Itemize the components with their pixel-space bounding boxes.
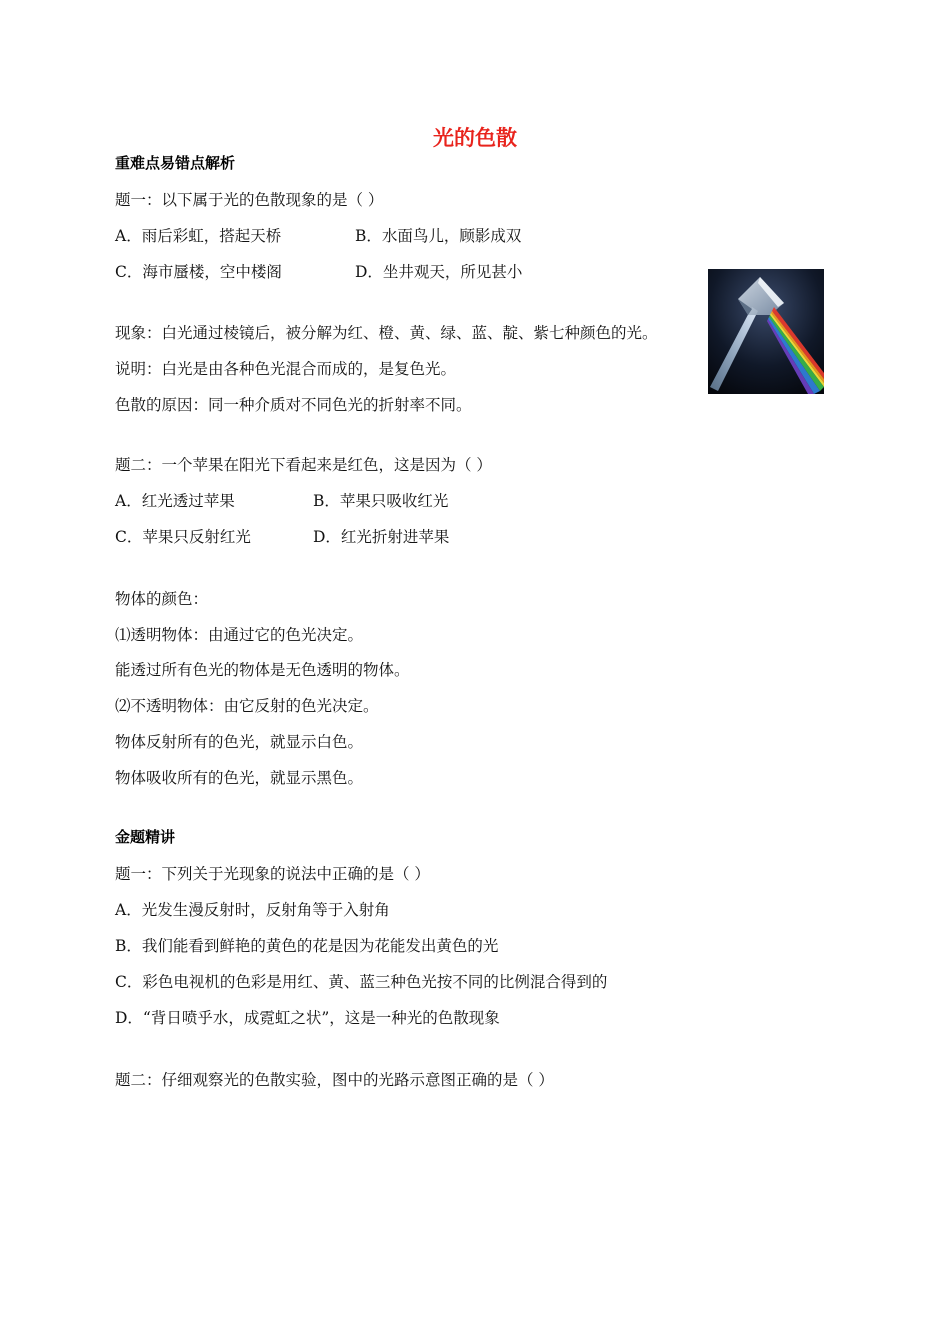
gold-question-2-stem: 题二：仔细观察光的色散实验，图中的光路示意图正确的是（ ）	[115, 1071, 554, 1089]
gold-question-1-option-b: B．我们能看到鲜艳的黄色的花是因为花能发出黄色的光	[115, 937, 499, 955]
note-transparent: ⑴透明物体：由通过它的色光决定。	[115, 626, 364, 644]
section-heading-key-points: 重难点易错点解析	[115, 154, 236, 172]
question-1-option-a: A．雨后彩虹，搭起天桥	[115, 227, 282, 245]
page-title: 光的色散	[433, 126, 517, 150]
note-opaque: ⑵不透明物体：由它反射的色光决定。	[115, 697, 379, 715]
prism-dispersion-image	[708, 269, 824, 394]
question-2-option-d: D．红光折射进苹果	[313, 528, 450, 546]
question-2-option-b: B．苹果只吸收红光	[313, 492, 449, 510]
question-1-option-d: D．坐井观天，所见甚小	[355, 263, 523, 281]
section-heading-gold-questions: 金题精讲	[115, 828, 176, 846]
note-transparent-detail: 能透过所有色光的物体是无色透明的物体。	[115, 661, 410, 679]
note-object-color-title: 物体的颜色：	[115, 590, 209, 608]
note-phenomenon: 现象：白光通过棱镜后，被分解为红、橙、黄、绿、蓝、靛、紫七种颜色的光。	[115, 324, 658, 342]
note-cause: 色散的原因：同一种介质对不同色光的折射率不同。	[115, 396, 472, 414]
note-explanation: 说明：白光是由各种色光混合而成的，是复色光。	[115, 360, 457, 378]
question-2-option-a: A．红光透过苹果	[115, 492, 235, 510]
gold-question-1-option-d: D．“背日喷乎水，成霓虹之状”，这是一种光的色散现象	[115, 1009, 500, 1027]
question-1-option-b: B．水面鸟儿，顾影成双	[355, 227, 522, 245]
question-1-stem: 题一：以下属于光的色散现象的是（ ）	[115, 191, 384, 209]
gold-question-1-option-c: C．彩色电视机的色彩是用红、黄、蓝三种色光按不同的比例混合得到的	[115, 973, 608, 991]
gold-question-1-stem: 题一：下列关于光现象的说法中正确的是（ ）	[115, 865, 430, 883]
question-2-stem: 题二：一个苹果在阳光下看起来是红色，这是因为（ ）	[115, 456, 492, 474]
question-1-option-c: C．海市蜃楼，空中楼阁	[115, 263, 282, 281]
note-opaque-white: 物体反射所有的色光，就显示白色。	[115, 733, 364, 751]
question-2-option-c: C．苹果只反射红光	[115, 528, 251, 546]
note-opaque-black: 物体吸收所有的色光，就显示黑色。	[115, 769, 364, 787]
gold-question-1-option-a: A．光发生漫反射时，反射角等于入射角	[115, 901, 390, 919]
